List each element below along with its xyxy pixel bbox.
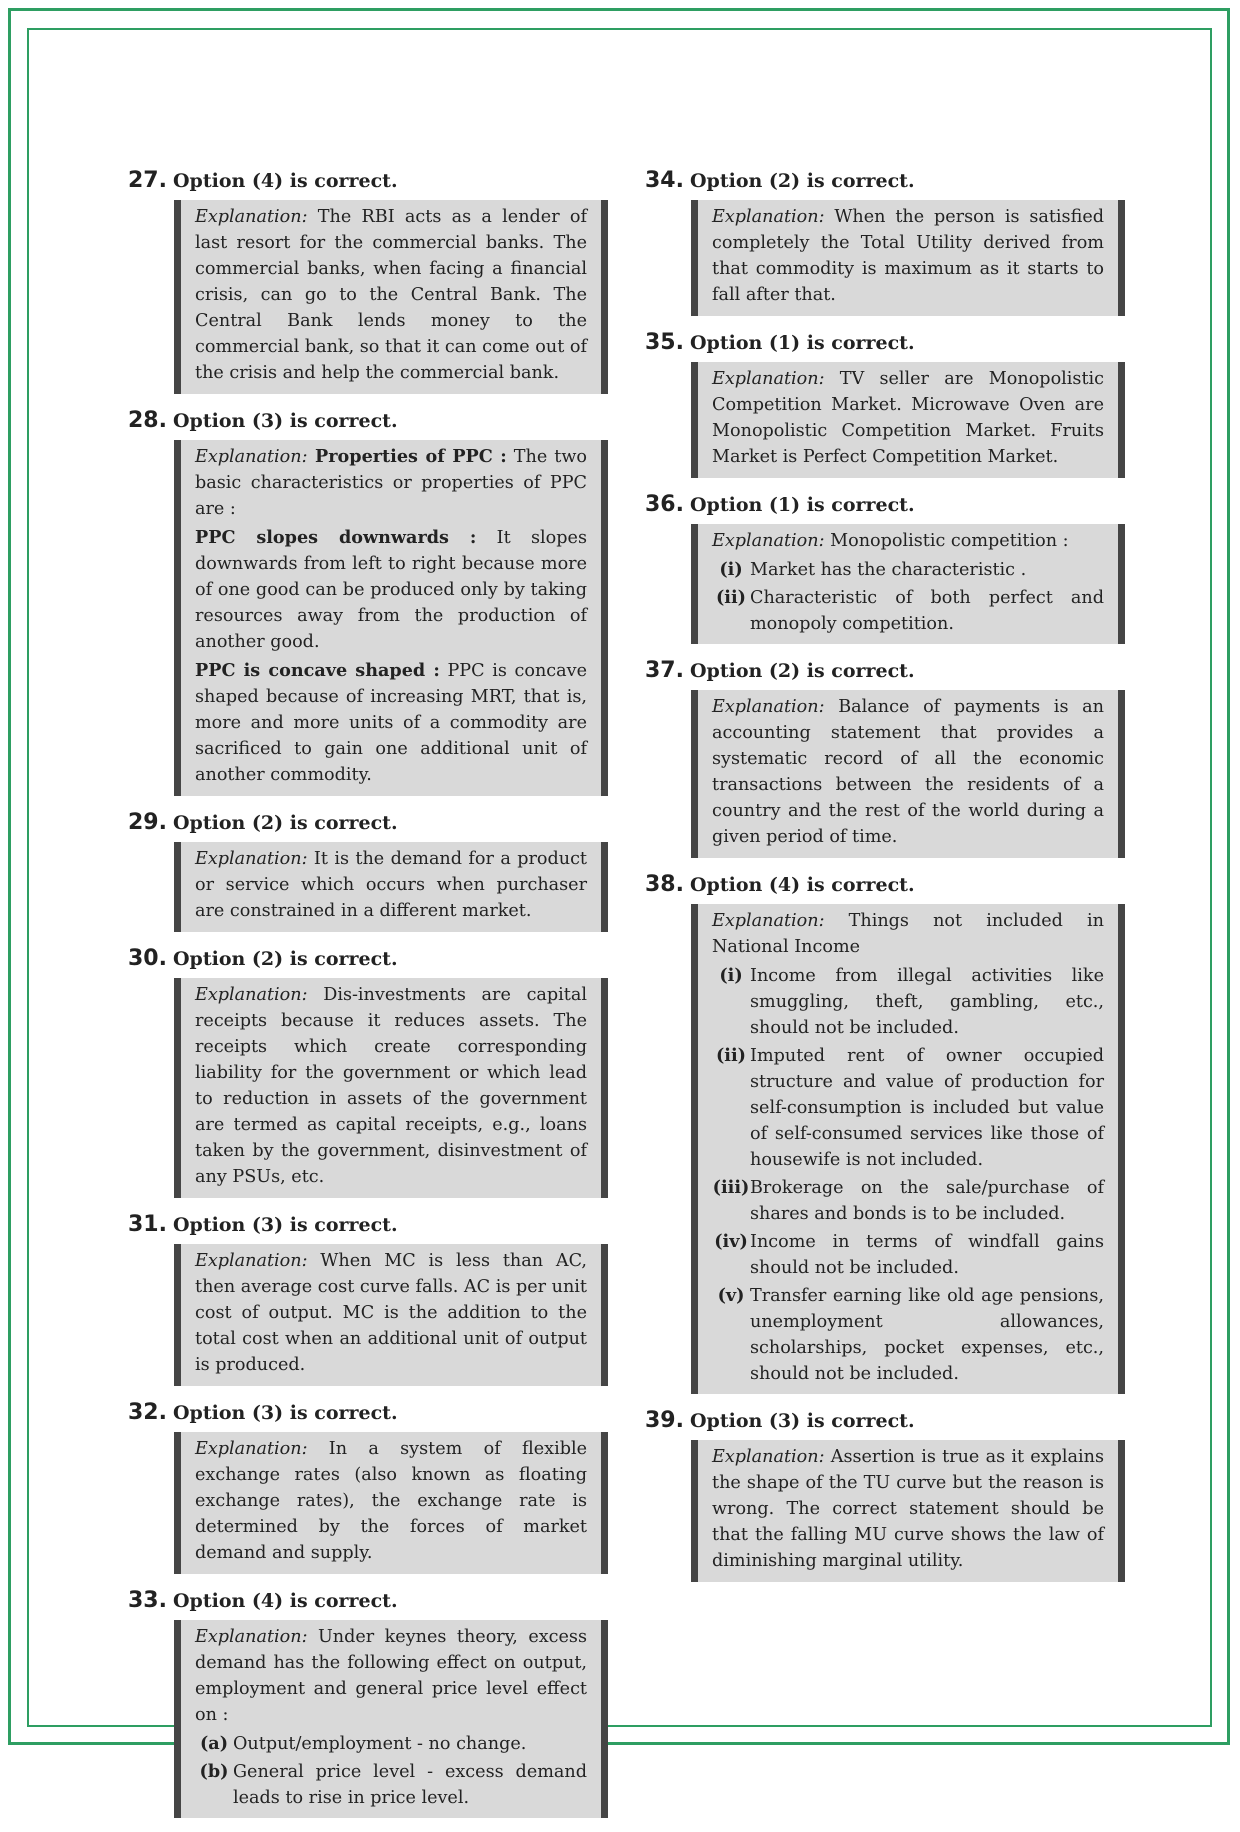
explanation-paragraph — [195, 658, 587, 788]
explanation-label: Explanation: — [712, 531, 825, 551]
question-number: 39. — [645, 1408, 684, 1433]
explanation-text: Monopolistic competition : — [824, 531, 1069, 551]
question-heading — [645, 1408, 1125, 1434]
explanation-box — [174, 978, 608, 1198]
list-item — [195, 1759, 587, 1811]
list-item — [712, 585, 1104, 637]
list-item-text: Transfer earning like old age pensions, unemployment allowances, scholarships, pocket expenses, etc., should not be included. — [750, 1286, 1104, 1384]
list-item — [195, 1731, 587, 1757]
explanation-paragraph — [712, 366, 1104, 470]
explanation-text: Things not included in National Income — [712, 911, 1104, 957]
question-block — [128, 1400, 608, 1574]
explanation-text: In a system of flexible exchange rates (also known as floating exchange rates), the exchange rate is determined by the forces of market demand and supply. — [195, 1439, 587, 1563]
explanation-text: It slopes downwards from left to right because more of one good can be produced only by taking resources away from the production of another good. — [195, 528, 587, 652]
list-item — [712, 1043, 1104, 1173]
question-number: 27. — [128, 168, 167, 193]
question-block — [128, 408, 608, 796]
list-item — [712, 1175, 1104, 1227]
explanation-label: Explanation: — [712, 369, 825, 389]
explanation-text: PPC is concave shaped because of increasing MRT, that is, more and more units of a commodity are sacrificed to gain one additional unit of another commodity. — [195, 661, 587, 785]
explanation-label: Explanation: — [195, 1439, 308, 1459]
list-item-text: Output/employment - no change. — [233, 1734, 527, 1754]
explanation-text: Under keynes theory, excess demand has the following effect on output, employment and general price level effect on : — [195, 1627, 587, 1725]
explanation-paragraph — [712, 528, 1104, 554]
list-item-text: Income from illegal activities like smuggling, theft, gambling, etc., should not be included. — [750, 966, 1104, 1038]
explanation-text: TV seller are Monopolistic Competition Market. Microwave Oven are Monopolistic Competition Market. Fruits Market is Perfect Competition Market. — [712, 369, 1104, 467]
question-number: 30. — [128, 946, 167, 971]
list-item-text: Imputed rent of owner occupied structure and value of production for self-consumption is included but value of self-consumed services like those of housewife is not included. — [750, 1046, 1104, 1170]
explanation-paragraph — [195, 525, 587, 655]
explanation-box — [174, 1620, 608, 1818]
answer-option: Option (4) is correct. — [172, 1590, 398, 1612]
question-heading — [645, 168, 1125, 194]
explanation-label: Explanation: — [712, 911, 825, 931]
answer-option: Option (3) is correct. — [172, 1214, 398, 1236]
question-block — [645, 492, 1125, 644]
list-item — [712, 1283, 1104, 1387]
question-number: 28. — [128, 408, 167, 433]
explanation-paragraph — [712, 204, 1104, 308]
list-item-text: General price level - excess demand leads to rise in price level. — [233, 1762, 587, 1808]
explanation-paragraph — [195, 204, 587, 386]
left-column — [128, 168, 608, 1832]
explanation-heading: PPC is concave shaped : — [195, 660, 440, 681]
explanation-label: Explanation: — [712, 697, 825, 717]
answer-option: Option (2) is correct. — [172, 948, 398, 970]
question-number: 37. — [645, 658, 684, 683]
list-marker: (iv) — [714, 1231, 748, 1252]
question-block — [645, 872, 1125, 1394]
list-marker: (ii) — [715, 587, 747, 608]
list-marker: (iii) — [712, 1177, 750, 1198]
explanation-box — [691, 1440, 1125, 1582]
question-number: 31. — [128, 1212, 167, 1237]
right-column — [645, 168, 1125, 1596]
explanation-heading: PPC slopes downwards : — [195, 527, 477, 548]
explanation-text: Dis-investments are capital receipts because it reduces assets. The receipts which create corresponding liability for the government or which lead to reduction in assets of the government are termed as capital receipts, e.g., loans taken by the government, disinvestment of any PSUs, etc. — [195, 985, 587, 1187]
list-item — [712, 963, 1104, 1041]
explanation-paragraph — [712, 1444, 1104, 1574]
question-heading — [645, 872, 1125, 898]
answer-option: Option (4) is correct. — [172, 170, 398, 192]
question-block — [128, 168, 608, 394]
explanation-box — [174, 1244, 608, 1386]
explanation-label: Explanation: — [195, 207, 308, 227]
question-heading — [128, 946, 608, 972]
answer-option: Option (2) is correct. — [172, 812, 398, 834]
list-marker: (ii) — [715, 1045, 747, 1066]
list-item-text: Characteristic of both perfect and monopoly competition. — [750, 588, 1104, 634]
question-number: 32. — [128, 1400, 167, 1425]
question-block — [645, 168, 1125, 316]
answer-option: Option (2) is correct. — [689, 170, 915, 192]
explanation-text: Assertion is true as it explains the shape of the TU curve but the reason is wrong. The correct statement should be that the falling MU curve shows the law of diminishing marginal utility. — [712, 1447, 1104, 1571]
explanation-paragraph — [195, 982, 587, 1190]
explanation-box — [174, 842, 608, 932]
list-marker: (v) — [717, 1285, 745, 1306]
question-number: 33. — [128, 1588, 167, 1613]
answer-option: Option (1) is correct. — [689, 332, 915, 354]
explanation-label: Explanation: — [195, 985, 308, 1005]
question-heading — [645, 492, 1125, 518]
question-block — [128, 1212, 608, 1386]
question-block — [645, 658, 1125, 858]
explanation-label: Explanation: — [712, 207, 825, 227]
list-item-text: Brokerage on the sale/purchase of shares and bonds is to be included. — [750, 1178, 1104, 1224]
explanation-text: The RBI acts as a lender of last resort for the commercial banks. The commercial banks, when facing a financial crisis, can go to the Central Bank. The Central Bank lends money to the commercial bank, so that it can come out of the crisis and help the commercial bank. — [195, 207, 587, 383]
explanation-box — [691, 524, 1125, 644]
list-marker: (a) — [199, 1733, 229, 1754]
explanation-box — [691, 904, 1125, 1394]
explanation-paragraph — [195, 1248, 587, 1378]
explanation-paragraph — [712, 694, 1104, 850]
explanation-text: The two basic characteristics or properties of PPC are : — [195, 447, 588, 519]
explanation-box — [691, 362, 1125, 478]
question-heading — [645, 658, 1125, 684]
list-marker: (b) — [199, 1761, 229, 1782]
list-marker: (i) — [719, 559, 743, 580]
explanation-text: Balance of payments is an accounting statement that provides a systematic record of all the economic transactions between the residents of a country and the rest of the world during a given period of time. — [712, 697, 1104, 847]
explanation-label: Explanation: — [195, 849, 308, 869]
question-heading — [128, 1588, 608, 1614]
list-marker: (i) — [719, 965, 743, 986]
explanation-box — [691, 200, 1125, 316]
explanation-heading: Properties of PPC : — [307, 446, 507, 467]
question-number: 35. — [645, 330, 684, 355]
question-heading — [128, 810, 608, 836]
explanation-paragraph — [195, 444, 587, 522]
answer-option: Option (3) is correct. — [689, 1410, 915, 1432]
explanation-label: Explanation: — [195, 447, 308, 467]
question-block — [645, 1408, 1125, 1582]
explanation-box — [691, 690, 1125, 858]
question-heading — [128, 1400, 608, 1426]
explanation-text: When MC is less than AC, then average cost curve falls. AC is per unit cost of output. MC is the addition to the total cost when an additional unit of output is produced. — [195, 1251, 587, 1375]
explanation-box — [174, 440, 608, 796]
answer-option: Option (3) is correct. — [172, 410, 398, 432]
question-block — [128, 810, 608, 932]
list-item-text: Income in terms of windfall gains should not be included. — [750, 1232, 1104, 1278]
question-number: 34. — [645, 168, 684, 193]
question-block — [128, 946, 608, 1198]
explanation-paragraph — [195, 846, 587, 924]
list-item — [712, 1229, 1104, 1281]
question-heading — [645, 330, 1125, 356]
question-heading — [128, 408, 608, 434]
explanation-label: Explanation: — [712, 1447, 825, 1467]
explanation-paragraph — [195, 1624, 587, 1728]
list-item-text: Market has the characteristic . — [750, 560, 1027, 580]
explanation-text: It is the demand for a product or service which occurs when purchaser are constrained in a different market. — [195, 849, 587, 921]
explanation-label: Explanation: — [195, 1251, 308, 1271]
explanation-text: When the person is satisfied completely the Total Utility derived from that commodity is maximum as it starts to fall after that. — [712, 207, 1104, 305]
question-heading — [128, 168, 608, 194]
question-number: 36. — [645, 492, 684, 517]
explanation-label: Explanation: — [195, 1627, 308, 1647]
question-heading — [128, 1212, 608, 1238]
question-number: 38. — [645, 872, 684, 897]
explanation-box — [174, 200, 608, 394]
explanation-box — [174, 1432, 608, 1574]
answer-option: Option (1) is correct. — [689, 494, 915, 516]
explanation-paragraph — [712, 908, 1104, 960]
question-block — [645, 330, 1125, 478]
explanation-paragraph — [195, 1436, 587, 1566]
answer-option: Option (3) is correct. — [172, 1402, 398, 1424]
answer-option: Option (2) is correct. — [689, 660, 915, 682]
question-number: 29. — [128, 810, 167, 835]
list-item — [712, 557, 1104, 583]
question-block — [128, 1588, 608, 1818]
answer-option: Option (4) is correct. — [689, 874, 915, 896]
